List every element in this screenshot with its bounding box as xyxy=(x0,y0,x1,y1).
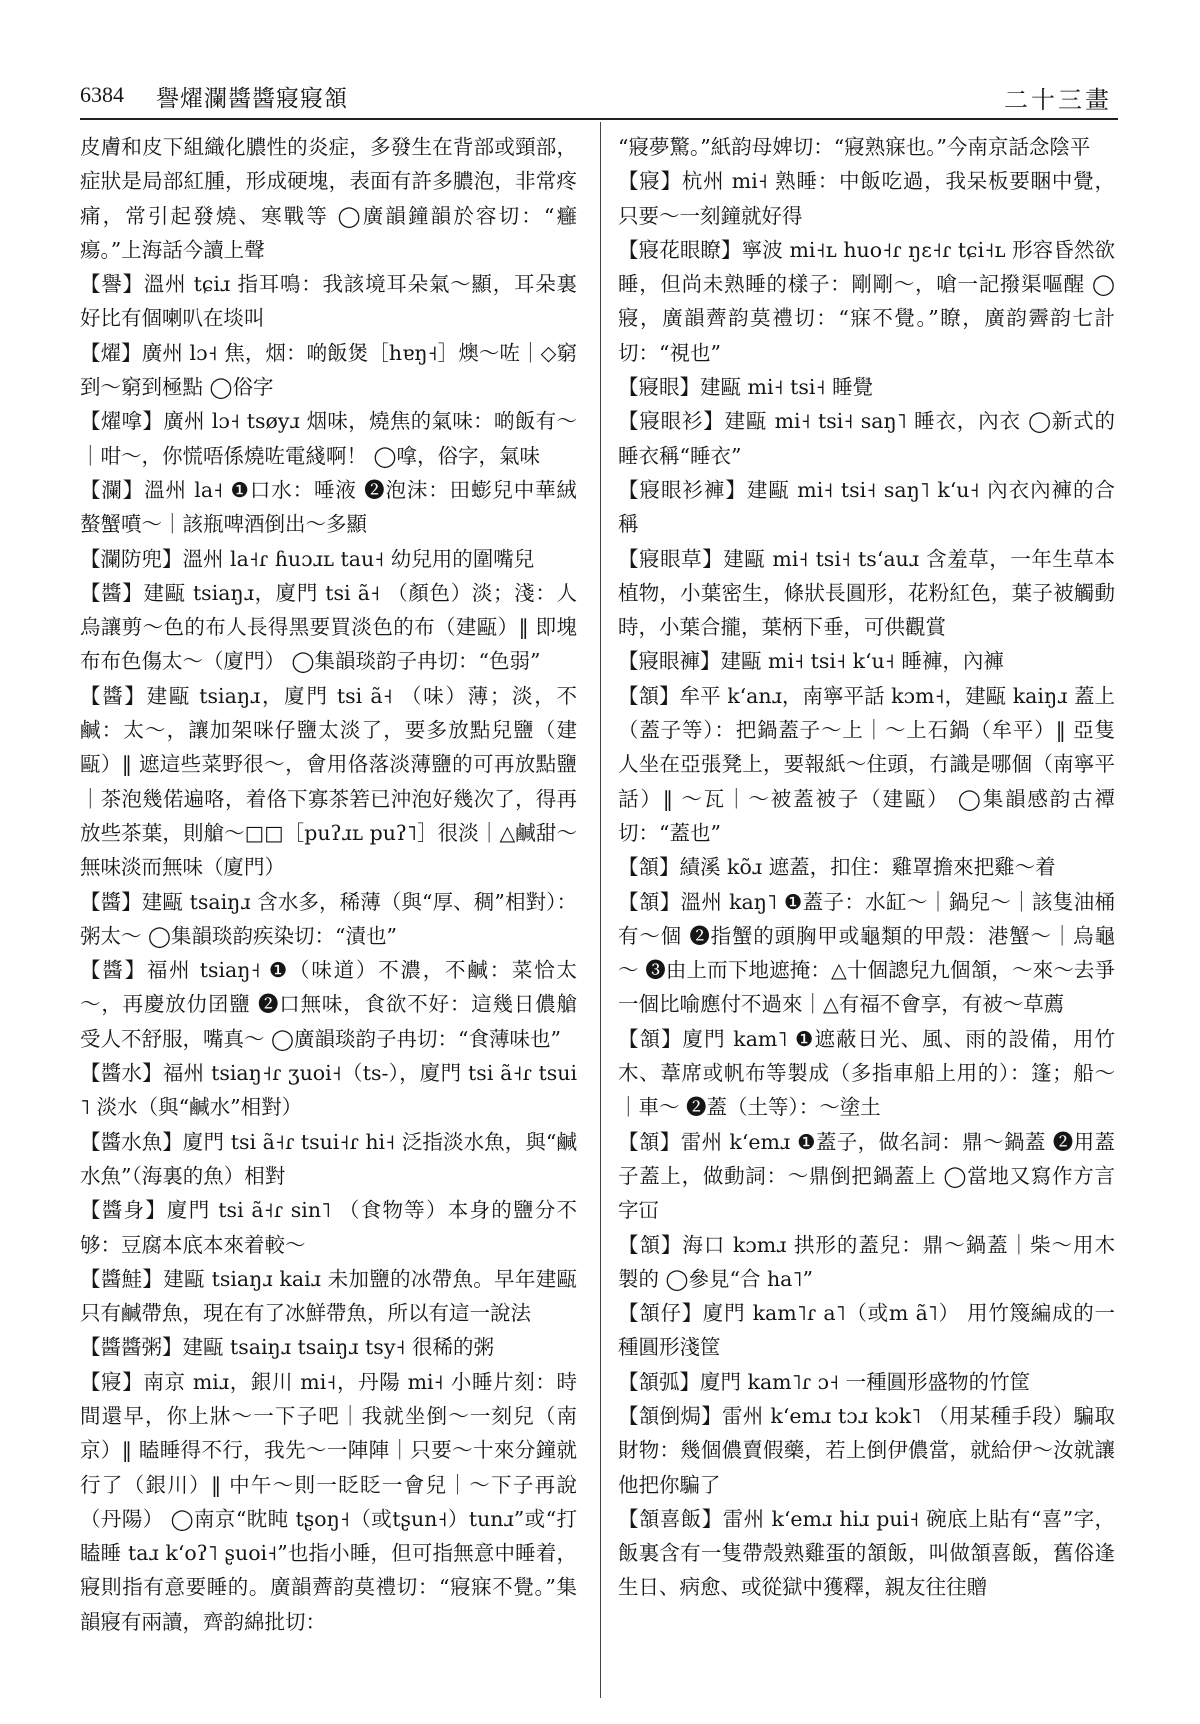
entry: 【醬】福州 tsiaŋ˧ ❶（味道）不濃，不鹹：菜恰太～，再慶放仂囝鹽 ❷口無味，食欲不好：這幾日儂艙受人不舒服，嘴真～ ◯廣韻琰韵子冉切：“食薄味也” xyxy=(80,958,577,1051)
entry: 【寢眼褲】建甌 mi˧ tsi˧ kʻu˧ 睡褲，內褲 xyxy=(618,649,1004,674)
entry: 【燿】廣州 lɔ˧ 焦，烟：啲飯煲［hɐŋ˧］燠～咗｜◇窮到～窮到極點 ◯俗字 xyxy=(80,340,577,400)
running-head-title: 譽燿瀾醬醬寢寢頷 xyxy=(156,86,348,112)
page-number: 6384 xyxy=(80,82,124,107)
entry: 【寢】南京 miɹ，銀川 mi˧，丹陽 mi˧ 小睡片刻：時間還早，你上牀～一下子吧｜我就坐倒～一刻兒（南京）‖ 瞌睡得不行，我先～一陣陣｜只要～十來分鐘就行了（銀川）‖ 中午～則一眨眨一會兒｜～下子再說（丹陽） ◯南京“眈盹 tʂoŋ˧（或tʂun˧）tunɹ”或“打瞌睡 taɹ kʻoʔ˥ ʂuoi˧”也指小睡，但可指無意中睡着，寢則指有意要睡的。廣韻薺韵莫禮切：“寢寐不覺。”集韻寢有兩讀，齊韵綿批切： xyxy=(80,1369,577,1634)
entry: 【寢眼衫】建甌 mi˧ tsi˧ saŋ˥ 睡衣，內衣 ◯新式的睡衣稱“睡衣” xyxy=(618,409,1115,468)
entry: 【醬鮭】建甌 tsiaŋɹ kaiɹ 未加鹽的冰帶魚。早年建甌只有鹹帶魚，現在有了冰鮮帶魚，所以有這一說法 xyxy=(80,1266,577,1326)
entry: 【頷】廈門 kam˥ ❶遮蔽日光、風、雨的設備，用竹木、葦席或帆布等製成（多指車船上用的）：篷；船～｜車～ ❷蓋（土等）：～塗土 xyxy=(618,1026,1115,1120)
entry: 【醬水魚】廈門 tsi ã˧ɾ tsui˧ɾ hi˧ 泛指淡水魚，與“鹹水魚”（海裏的魚）相對 xyxy=(80,1129,577,1188)
entry: 【醬】建甌 tsiaŋɹ，廈門 tsi ã˧ （顏色）淡；淺：人烏讓剪～色的布人長得黑要買淡色的布（建甌）‖ 即塊布布色傷太～（廈門） ◯集韻琰韵子冉切：“色弱” xyxy=(80,580,577,674)
entry: 【醬】建甌 tsaiŋɹ 含水多，稀薄（與“厚、稠”相對）：粥太～ ◯集韻琰韵疾染切：“漬也” xyxy=(80,889,577,948)
right-column xyxy=(618,130,1115,1605)
entry: 【醬醬粥】建甌 tsaiŋɹ tsaiŋɹ tsy˧ 很稀的粥 xyxy=(80,1335,495,1360)
page-header xyxy=(80,78,1118,118)
entry: 【譽】溫州 tɕiɹ 指耳鳴：我該境耳朵氣～顯，耳朵裏好比有個喇叭在埮叫 xyxy=(80,272,577,331)
section-title: 二十三畫 xyxy=(1004,86,1112,114)
entry: 皮膚和皮下組織化膿性的炎症，多發生在背部或頸部，症狀是局部紅腫，形成硬塊，表面有許多膿泡，非常疼痛，常引起發燒、寒戰等 ◯廣韻鐘韻於容切：“癰瘍。”上海話今讀上聲 xyxy=(80,135,577,262)
entry: 【頷】溫州 kaŋ˥ ❶蓋子：水缸～｜鍋兒～｜該隻油桶有～個 ❷指蟹的頭胸甲或龜類的甲殼：港蟹～｜烏龜～ ❸由上而下地遮掩：△十個謥兒九個頷，～來～去爭一個比喻應付不過來｜△有福不會享，有被～草薦 xyxy=(618,889,1115,1017)
entry: 【寢】杭州 mi˧ 熟睡：中飯吃過，我呆板要睏中覺，只要～一刻鐘就好得 xyxy=(618,169,1115,228)
entry: 【寢眼草】建甌 mi˧ tsi˧ tsʻauɹ 含羞草，一年生草本植物，小葉密生，條狀長圓形，花粉紅色，葉子被觸動時，小葉合攏，葉柄下垂，可供觀賞 xyxy=(618,546,1115,640)
entry: 【頷】績溪 kõɹ 遮蓋，扣住：雞罩擔來把雞～着 xyxy=(618,855,1056,880)
column-divider xyxy=(600,122,601,1698)
entry: 【頷】牟平 kʻanɹ，南寧平話 kɔm˧，建甌 kaiŋɹ 蓋上（蓋子等）：把鍋蓋子～上｜～上石鍋（牟平）‖ 亞隻人坐在亞張凳上，要報紙～住頭，冇識是哪個（南寧平話）‖ ～瓦｜～被蓋被子（建甌） ◯集韻感韵古禫切：“蓋也” xyxy=(618,683,1115,845)
entry: 【瀾】溫州 la˧ ❶口水：唾液 ❷泡沫：田蟛兒中華絨螯蟹噴～｜該瓶啤酒倒出～多顯 xyxy=(80,477,577,537)
entry: 【燿嗱】廣州 lɔ˧ tsøyɹ 烟味，燒焦的氣味：啲飯有～｜咁～，你慌唔係燒咗電綫啊！ ◯嗱，俗字，氣味 xyxy=(80,409,577,468)
entry: 【醬水】福州 tsiaŋ˧ɾ ʒuoi˧（ts-），廈門 tsi ã˧ɾ tsui˥ 淡水（與“鹹水”相對） xyxy=(80,1061,577,1120)
entry: 【寢眼】建甌 mi˧ tsi˧ 睡覺 xyxy=(618,375,874,400)
entry: 【頷弧】廈門 kam˥ɾ ɔ˧ 一種圓形盛物的竹筐 xyxy=(618,1369,1031,1394)
entry: 【頷倒焗】雷州 kʻemɹ tɔɹ kɔk˥ （用某種手段）騙取財物：幾個儂賣假藥，若上倒伊儂當，就給伊～汝就讓他把你騙了 xyxy=(618,1403,1115,1497)
left-column xyxy=(80,130,577,1639)
entry: 【寢花眼瞭】寧波 mi˧ʟ huo˧ɾ ŋɛ˧ɾ tɕi˧ʟ 形容昏然欲睡，但尚未熟睡的樣子：剛剛～，嗆一記撥渠嘔醒 ◯寢，廣韻薺韵莫禮切：“寐不覺。”瞭，廣韵霽韵七計切：“視也” xyxy=(618,237,1115,365)
entry: 【寢眼衫褲】建甌 mi˧ tsi˧ saŋ˥ kʻu˧ 內衣內褲的合稱 xyxy=(618,477,1115,537)
entry: 【頷】海口 kɔmɹ 拱形的蓋兒：鼎～鍋蓋｜柴～用木製的 ◯參見“合 ha˥” xyxy=(618,1232,1115,1291)
entry: 【頷仔】廈門 kam˥ɾ a˥（或m ã˥） 用竹篾編成的一種圓形淺筐 xyxy=(618,1301,1115,1360)
entry: 【頷喜飯】雷州 kʻemɹ hiɹ pui˧ 碗底上貼有“喜”字，飯裏含有一隻帶殼熟雞蛋的頷飯，叫做頷喜飯，舊俗逢生日、病愈、或從獄中獲釋，親友往往贈 xyxy=(618,1506,1115,1600)
entry: “寢夢驚。”紙韵母婢切：“寢熟寐也。”今南京話念陰平 xyxy=(618,135,1091,159)
entry: 【頷】雷州 kʻemɹ ❶蓋子，做名詞：鼎～鍋蓋 ❷用蓋子蓋上，做動詞：～鼎倒把鍋蓋上 ◯當地又寫作方言字冚 xyxy=(618,1129,1115,1223)
entry: 【瀾防兜】溫州 la˧ɾ ɦuɔɹʟ tau˧ 幼兒用的圍嘴兒 xyxy=(80,546,535,571)
entry: 【醬】建甌 tsiaŋɹ，廈門 tsi ã˧ （味）薄；淡，不鹹：太～，讓加架咪仔鹽太淡了，要多放點兒鹽（建甌）‖ 遮這些菜野很～，會用佫落淡薄鹽的可再放點鹽｜茶泡幾偌遍咯，着佫下寡茶箬已沖泡好幾次了，得再放些茶葉，則艙～□□［puʔɹʟ puʔ˥］很淡｜△鹹甜～無味淡而無味（廈門） xyxy=(80,683,577,880)
entry: 【醬身】廈門 tsi ã˧ɾ sin˥ （食物等）本身的鹽分不够：豆腐本底本來着較～ xyxy=(80,1198,577,1257)
header-rule xyxy=(80,118,1118,120)
